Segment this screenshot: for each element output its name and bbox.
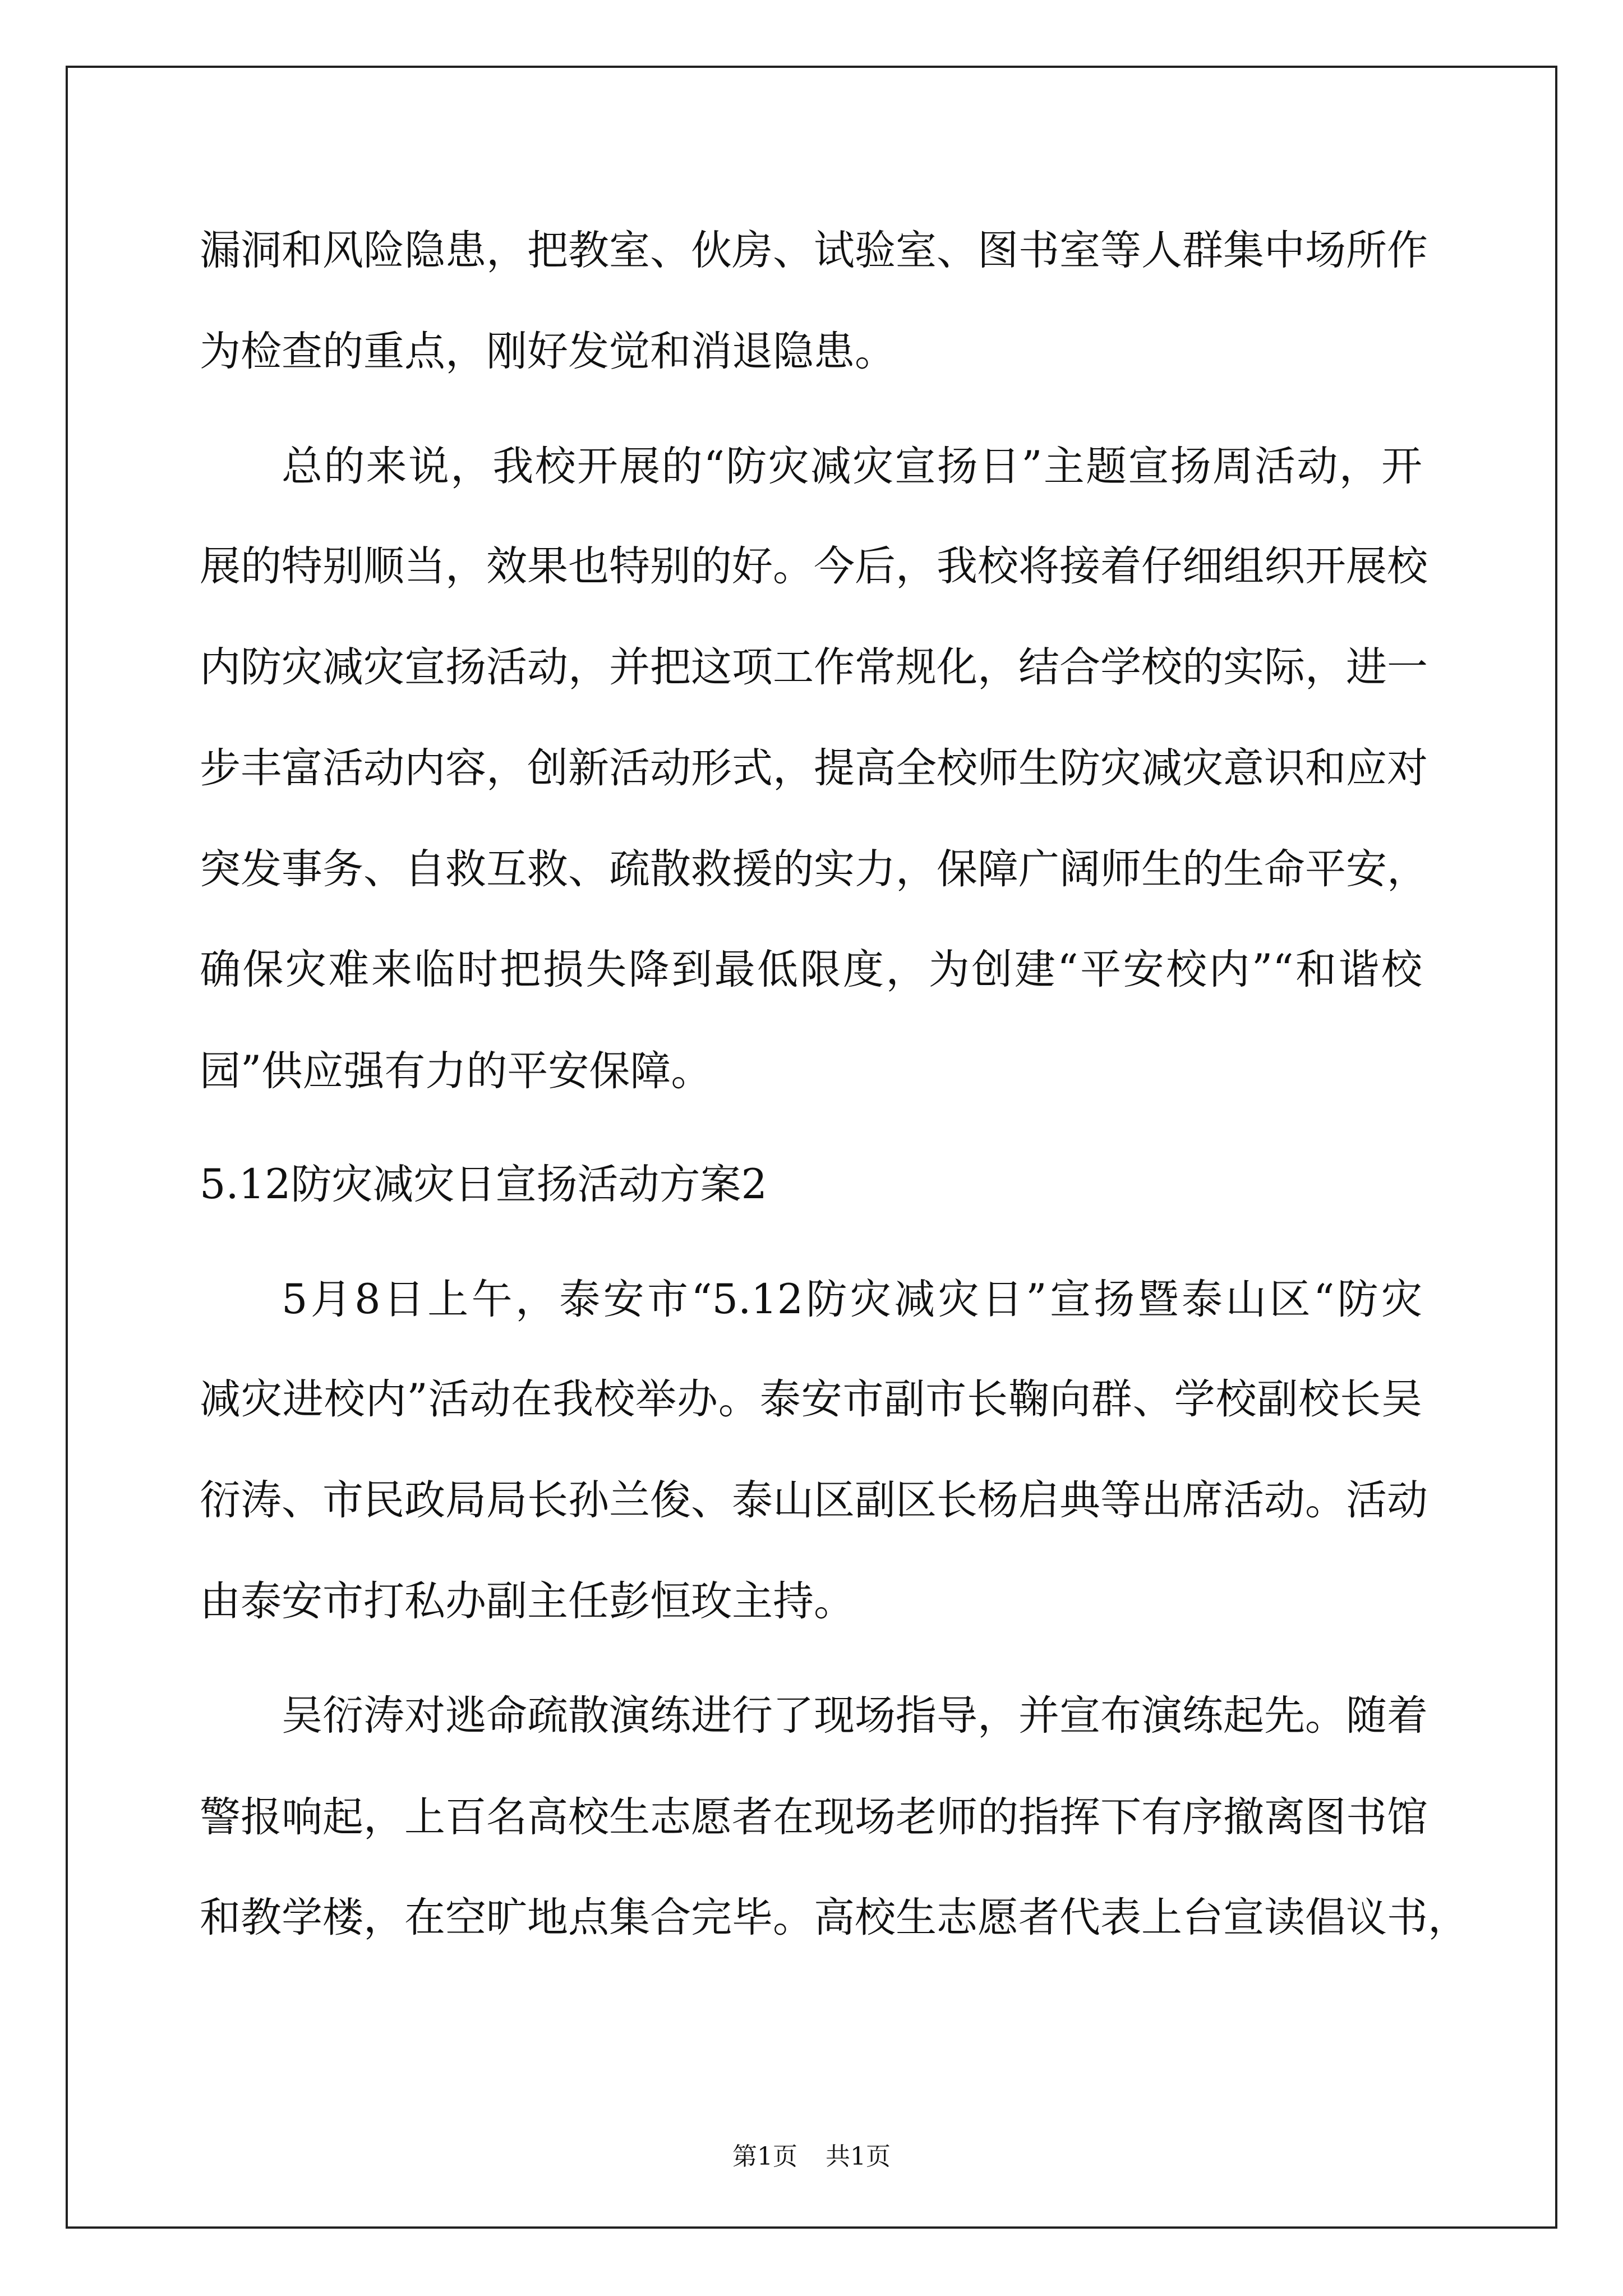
section-heading: 5.12防灾减灾日宣扬活动方案2 bbox=[200, 1161, 767, 1208]
text-line-9: 园”供应强有力的平安保障。 bbox=[200, 1047, 712, 1095]
text-line-1: 漏洞和风险隐患，把教室、伙房、试验室、图书室等人群集中场所作 bbox=[200, 227, 1428, 274]
page-total: 共1页 bbox=[826, 2142, 891, 2171]
text-line-6: 步丰富活动内容，创新活动形式，提高全校师生防灾减灾意识和应对 bbox=[200, 744, 1428, 792]
text-line-12: 减灾进校内”活动在我校举办。泰安市副市长鞠向群、学校副校长吴 bbox=[200, 1375, 1422, 1423]
page-footer bbox=[0, 2136, 1623, 2172]
text-line-8: 确保灾难来临时把损失降到最低限度，为创建“平安校内”“和谐校 bbox=[200, 946, 1422, 993]
text-line-14: 由泰安市打私办副主任彭恒玫主持。 bbox=[200, 1577, 855, 1625]
text-line-5: 内防灾减灾宣扬活动，并把这项工作常规化，结合学校的实际，进一 bbox=[200, 643, 1428, 691]
text-line-17: 和教学楼，在空旷地点集合完毕。高校生志愿者代表上台宣读倡议书， bbox=[200, 1894, 1469, 1941]
paragraph-start-line: 5月8日上午，泰安市“5.12防灾减灾日”宣扬暨泰山区“防灾 bbox=[282, 1276, 1422, 1323]
paragraph-start-line: 总的来说，我校开展的“防灾减灾宣扬日”主题宣扬周活动，开 bbox=[282, 443, 1422, 490]
text-line-7: 突发事务、自救互救、疏散救援的实力，保障广阔师生的生命平安， bbox=[200, 845, 1428, 893]
text-line-4: 展的特别顺当，效果也特别的好。今后，我校将接着仔细组织开展校 bbox=[200, 542, 1428, 590]
page-number: 第1页 bbox=[732, 2142, 797, 2171]
text-line-16: 警报响起，上百名高校生志愿者在现场老师的指挥下有序撤离图书馆 bbox=[200, 1793, 1428, 1841]
text-line-13: 衍涛、市民政局局长孙兰俊、泰山区副区长杨启典等出席活动。活动 bbox=[200, 1476, 1428, 1524]
text-line-2: 为检查的重点，刚好发觉和消退隐患。 bbox=[200, 328, 896, 375]
paragraph-start-line: 吴衍涛对逃命疏散演练进行了现场指导，并宣布演练起先。随着 bbox=[282, 1692, 1428, 1740]
